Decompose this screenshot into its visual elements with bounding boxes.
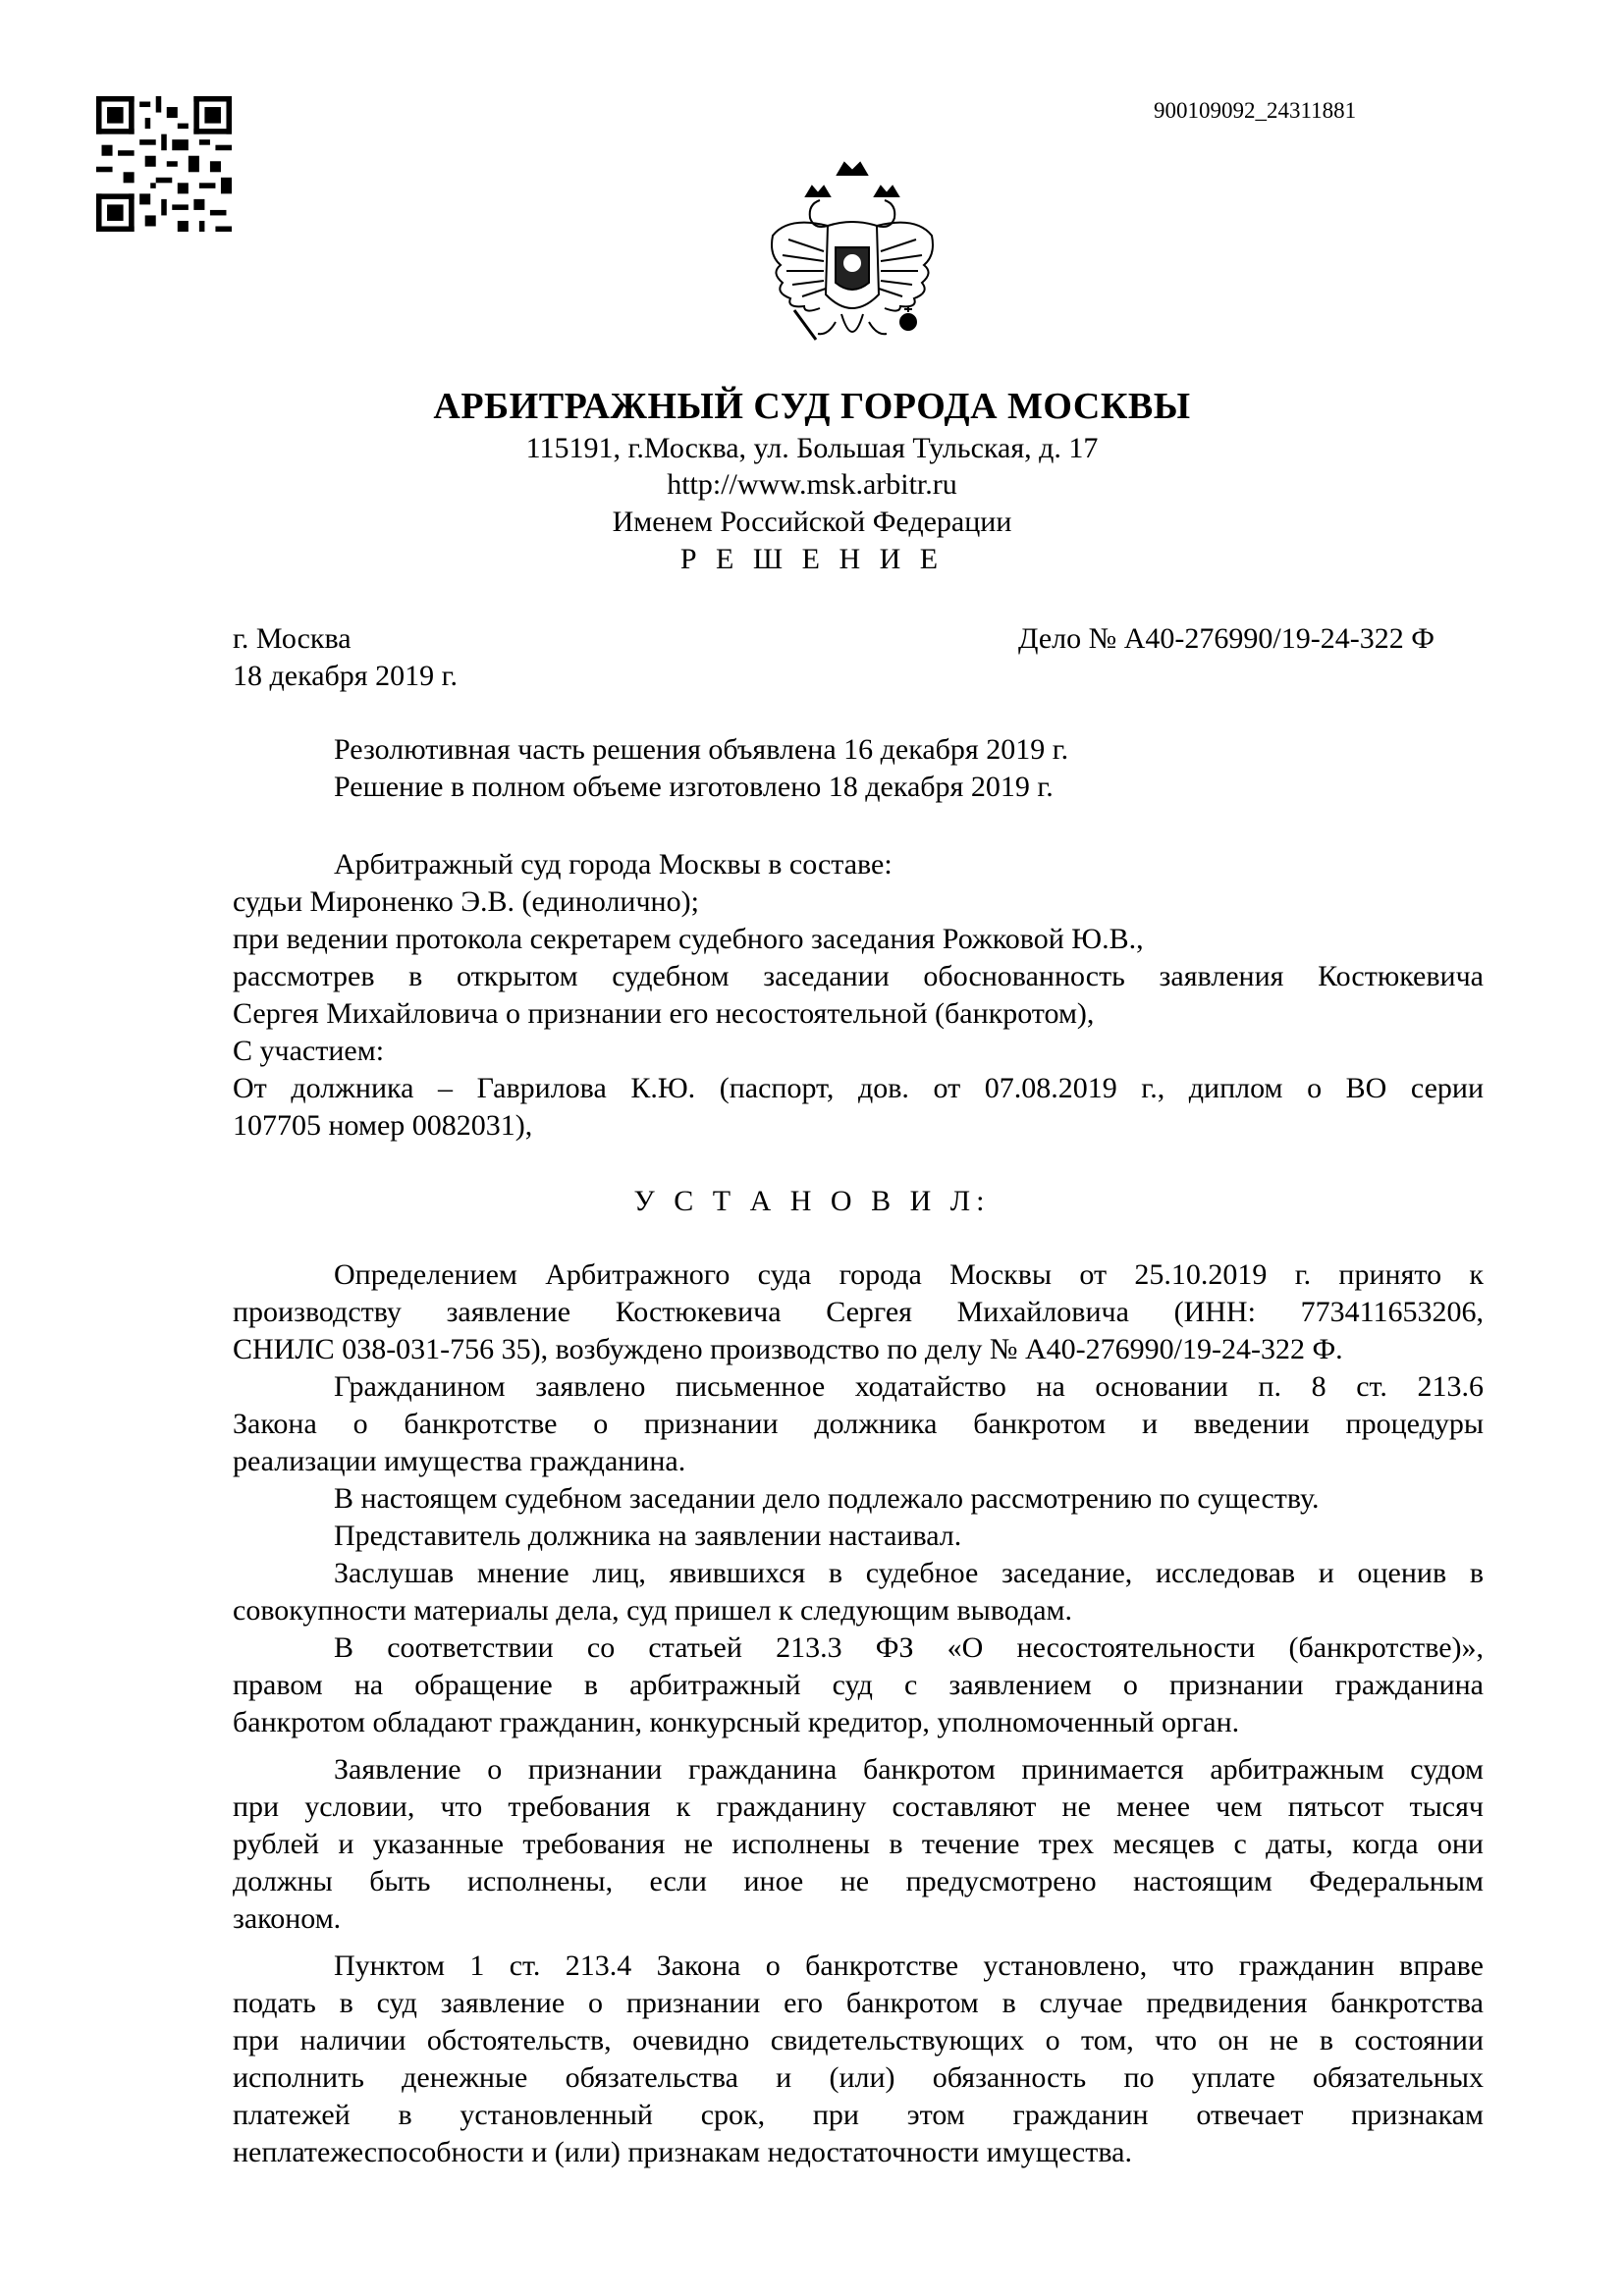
- court-address: 115191, г.Москва, ул. Большая Тульская, д. 17: [525, 432, 1099, 464]
- composition-considering: рассмотрев в открытом судебном заседании обоснованность заявления Костюкевича: [233, 960, 1484, 992]
- case-number: Дело № А40-276990/19-24-322 Ф: [1018, 622, 1435, 655]
- composition-participation: С участием:: [233, 1035, 385, 1067]
- paragraph: [233, 1480, 1484, 1518]
- paragraph-line: должны быть исполнены, если иное не предусмотрено настоящим Федеральным: [233, 1865, 1484, 1897]
- paragraph-line: совокупности материалы дела, суд пришел к следующим выводам.: [233, 1594, 1072, 1627]
- paragraph-line: Определением Арбитражного суда города Москвы от 25.10.2019 г. принято к: [334, 1258, 1484, 1291]
- composition-judge: судьи Мироненко Э.В. (единолично);: [233, 885, 699, 918]
- paragraph-line: при наличии обстоятельств, очевидно свидетельствующих о том, что он не в состоянии: [233, 2024, 1484, 2056]
- established-heading: У С Т А Н О В И Л:: [633, 1185, 991, 1217]
- debtor-representative: 107705 номер 0082031),: [233, 1109, 533, 1142]
- paragraph-line: банкротом обладают гражданин, конкурсный кредитор, уполномоченный орган.: [233, 1706, 1240, 1738]
- paragraph-line: при условии, что требования к гражданину составляют не менее чем пятьсот тысяч: [233, 1790, 1484, 1823]
- decision-date: 18 декабря 2019 г.: [233, 660, 458, 692]
- paragraph-line: неплатежеспособности и (или) признакам недостаточности имущества.: [233, 2136, 1132, 2168]
- document-type: Р Е Ш Е Н И Е: [679, 543, 945, 575]
- paragraph: [233, 1751, 1484, 1938]
- paragraph-line: исполнить денежные обязательства и (или) обязанность по уплате обязательных: [233, 2061, 1484, 2094]
- paragraph: [233, 1518, 1484, 1555]
- document-id: 900109092_24311881: [1154, 98, 1357, 123]
- paragraph-line: Закона о банкротстве о признании должника банкротом и введении процедуры: [233, 1408, 1484, 1440]
- paragraph-line: платежей в установленный срок, при этом гражданин отвечает признакам: [233, 2099, 1484, 2131]
- paragraph-line: В настоящем судебном заседании дело подлежало рассмотрению по существу.: [334, 1482, 1320, 1515]
- russian-coat-of-arms-emblem: [759, 157, 946, 363]
- city: г. Москва: [233, 622, 352, 655]
- qr-code-icon: [96, 96, 232, 232]
- paragraph: [233, 1256, 1484, 1368]
- paragraph-line: производству заявление Костюкевича Сергея Михайловича (ИНН: 773411653206,: [233, 1296, 1484, 1328]
- paragraph: [233, 1555, 1484, 1629]
- paragraph-line: В соответствии со статьей 213.3 ФЗ «О несостоятельности (банкротстве)»,: [334, 1631, 1484, 1664]
- paragraph-line: рублей и указанные требования не исполнены в течение трех месяцев с даты, когда они: [233, 1828, 1484, 1860]
- paragraph-line: Пунктом 1 ст. 213.4 Закона о банкротстве установлено, что гражданин вправе: [334, 1949, 1484, 1982]
- debtor-representative: От должника – Гаврилова К.Ю. (паспорт, дов. от 07.08.2019 г., диплом о ВО серии: [233, 1072, 1484, 1104]
- paragraph-line: Представитель должника на заявлении настаивал.: [334, 1520, 962, 1552]
- composition-secretary: при ведении протокола секретарем судебного заседания Рожковой Ю.В.,: [233, 923, 1144, 955]
- decision-body: [233, 1256, 1484, 2171]
- court-website: http://www.msk.arbitr.ru: [667, 468, 957, 501]
- court-name: АРБИТРАЖНЫЙ СУД ГОРОДА МОСКВЫ: [433, 386, 1191, 427]
- paragraph-line: реализации имущества гражданина.: [233, 1445, 686, 1477]
- paragraph: [233, 1629, 1484, 1741]
- in-name-of-line: Именем Российской Федерации: [612, 506, 1012, 538]
- composition-court: Арбитражный суд города Москвы в составе:: [334, 848, 893, 881]
- paragraph-line: правом на обращение в арбитражный суд с заявлением о признании гражданина: [233, 1669, 1484, 1701]
- composition-block: [233, 883, 1484, 1145]
- paragraph-line: законом.: [233, 1902, 342, 1935]
- paragraph-line: Заслушав мнение лиц, явившихся в судебное заседание, исследовав и оценив в: [334, 1557, 1484, 1589]
- announced-line: Резолютивная часть решения объявлена 16 декабря 2019 г.: [334, 733, 1069, 766]
- paragraph: [233, 1948, 1484, 2171]
- composition-considering: Сергея Михайловича о признании его несостоятельной (банкротом),: [233, 997, 1095, 1030]
- paragraph-line: подать в суд заявление о признании его банкротом в случае предвидения банкротства: [233, 1987, 1484, 2019]
- announced-line: Решение в полном объеме изготовлено 18 декабря 2019 г.: [334, 771, 1054, 803]
- paragraph-line: Заявление о признании гражданина банкротом принимается арбитражным судом: [334, 1753, 1484, 1786]
- paragraph-line: СНИЛС 038-031-756 35), возбуждено производство по делу № А40-276990/19-24-322 Ф.: [233, 1333, 1343, 1365]
- paragraph-line: Гражданином заявлено письменное ходатайство на основании п. 8 ст. 213.6: [334, 1370, 1484, 1403]
- paragraph: [233, 1368, 1484, 1480]
